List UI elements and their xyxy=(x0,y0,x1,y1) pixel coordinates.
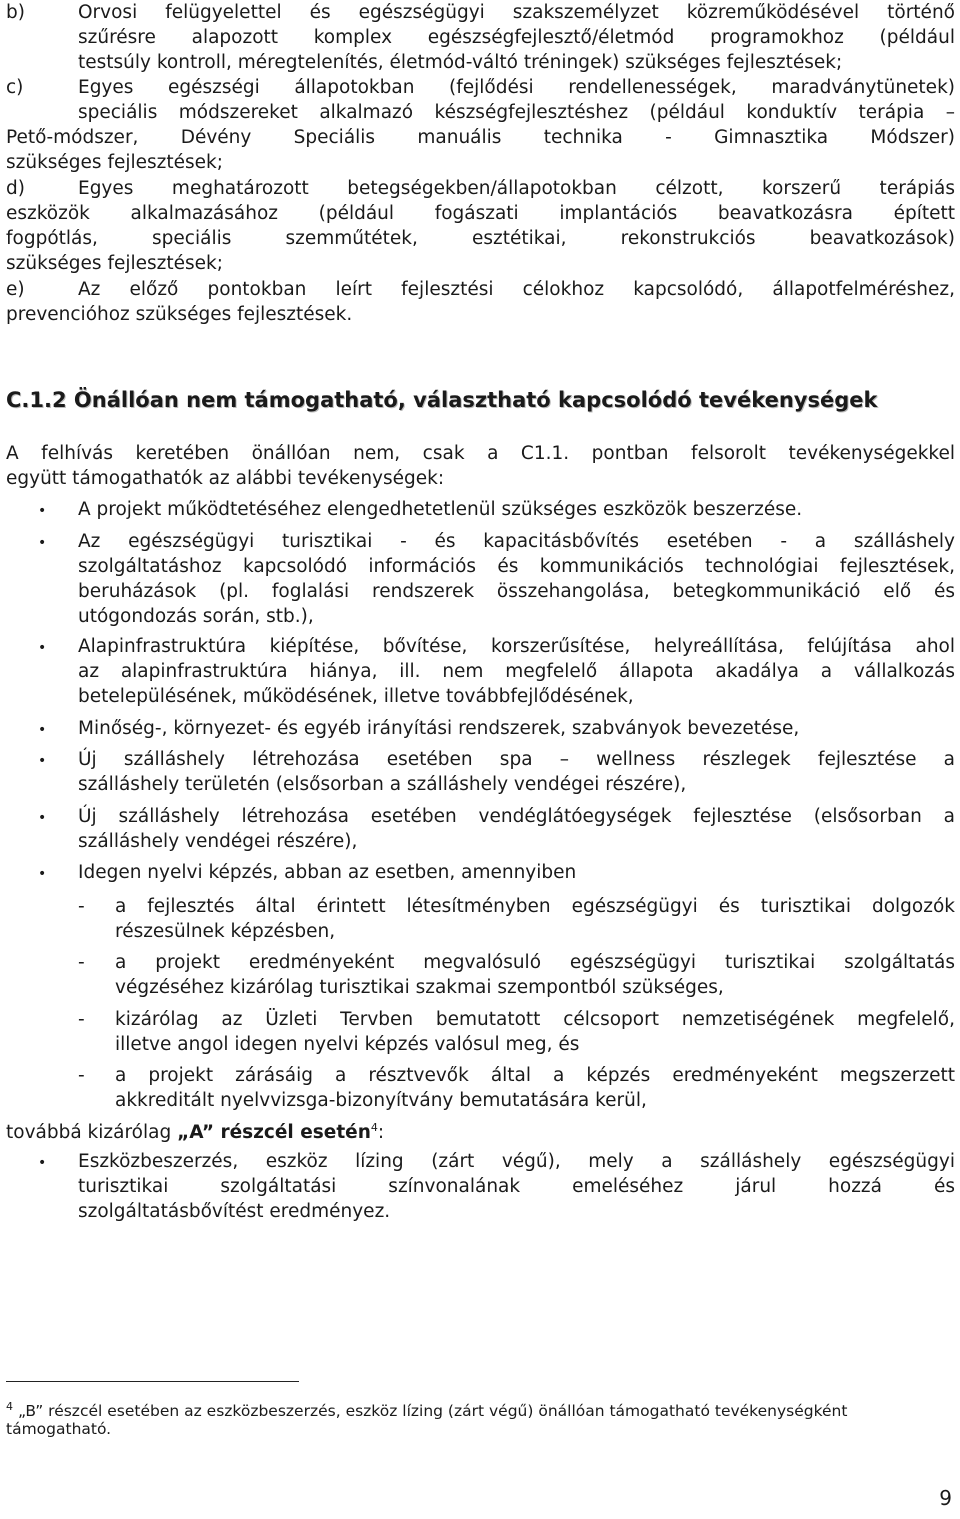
bullet-dot-icon: • xyxy=(38,640,47,656)
footnote-divider xyxy=(6,1381,299,1382)
dash-text-line: akkreditált nyelvvizsga-bizonyítvány bemutatására kerül, xyxy=(115,1090,647,1111)
bullet-dot-icon: • xyxy=(38,503,47,519)
bullet-dot-icon: • xyxy=(38,1155,47,1171)
further-line xyxy=(6,1121,955,1143)
bullet-text-line: Az egészségügyi turisztikai - és kapacitásbővítés esetében - a szálláshely xyxy=(78,531,955,552)
list-label: b) xyxy=(6,2,25,23)
intro-line: A felhívás keretében önállóan nem, csak a C1.1. pontban felsorolt tevékenységekkel xyxy=(6,443,955,464)
list-text-line: Egyes egészségi állapotokban (fejlődési rendellenességek, maradványtünetek) xyxy=(78,77,955,98)
footnote-mark: 4 xyxy=(6,1400,13,1413)
dash-text-line: végzéséhez kizárólag turisztikai szakmai szempontból szükséges, xyxy=(115,977,724,998)
bullet-text-line: szolgáltatásbővítést eredményez. xyxy=(78,1201,391,1222)
dash-mark: - xyxy=(78,896,85,917)
bullet-text-line: szálláshely területén (elsősorban a szálláshely vendégei részére), xyxy=(78,774,687,795)
section-title: C.1.2 Önállóan nem támogatható, választható kapcsolódó tevékenységek xyxy=(6,388,878,412)
bullet-text-line: A projekt működtetéséhez elengedhetetlenül szükséges eszközök beszerzése. xyxy=(78,499,803,520)
footnote-line: támogatható. xyxy=(6,1420,112,1438)
further-prefix: továbbá kizárólag xyxy=(6,1122,178,1144)
intro-line: együtt támogathatók az alábbi tevékenységek: xyxy=(6,468,445,489)
list-text-line: Pető-módszer, Dévény Speciális manuális technika - Gimnasztika Módszer) xyxy=(6,127,955,148)
footnote-text: „B” részcél esetében az eszközbeszerzés, eszköz lízing (zárt végű) önállóan támogatható tevékenységként xyxy=(17,1402,848,1421)
dash-text-line: kizárólag az Üzleti Tervben bemutatott célcsoport nemzetiségének megfelelő, xyxy=(115,1009,955,1030)
bullet-text-line: utógondozás során, stb.), xyxy=(78,606,314,627)
bullet-dot-icon: • xyxy=(38,722,47,738)
list-text-line: Egyes meghatározott betegségekben/állapotokban célzott, korszerű terápiás xyxy=(78,178,955,199)
bullet-text-line: beruházások (pl. foglalási rendszerek összehangolása, betegkommunikáció elő és xyxy=(78,581,955,602)
dash-text-line: a projekt eredményeként megvalósuló egészségügyi turisztikai szolgáltatás xyxy=(115,952,955,973)
bullet-dot-icon: • xyxy=(38,535,47,551)
dash-mark: - xyxy=(78,1065,85,1086)
bullet-dot-icon: • xyxy=(38,866,47,882)
list-text-line: eszközök alkalmazásához (például fogászati implantációs beavatkozásra épített xyxy=(6,203,955,224)
list-label: c) xyxy=(6,77,24,98)
bullet-text-line: Új szálláshely létrehozása esetében spa – wellness részlegek fejlesztése a xyxy=(78,749,955,770)
bullet-dot-icon: • xyxy=(38,753,47,769)
bullet-text-line: betelepülésének, működésének, illetve továbbfejlődésének, xyxy=(78,686,634,707)
footnote-ref: 4 xyxy=(370,1121,378,1134)
further-bold: „A” részcél esetén xyxy=(177,1122,371,1144)
bullet-text-line: szálláshely vendégei részére), xyxy=(78,831,358,852)
dash-mark: - xyxy=(78,1009,85,1030)
list-text-line: szükséges fejlesztések; xyxy=(6,253,223,274)
list-text-line: Az előző pontokban leírt fejlesztési célokhoz kapcsolódó, állapotfelméréshez, xyxy=(78,279,955,300)
dash-text-line: részesülnek képzésben, xyxy=(115,921,336,942)
bullet-text-line: szolgáltatáshoz kapcsolódó információs és kommunikációs technológiai fejlesztések, xyxy=(78,556,955,577)
list-text-line: szükséges fejlesztések; xyxy=(6,152,223,173)
dash-mark: - xyxy=(78,952,85,973)
dash-text-line: a fejlesztés által érintett létesítményben egészségügyi és turisztikai dolgozók xyxy=(115,896,955,917)
dash-text-line: illetve angol idegen nyelvi képzés valósul meg, és xyxy=(115,1034,580,1055)
bullet-text-line: Idegen nyelvi képzés, abban az esetben, amennyiben xyxy=(78,862,577,883)
bullet-dot-icon: • xyxy=(38,810,47,826)
page-number: 9 xyxy=(939,1486,952,1510)
dash-text-line: a projekt zárásáig a résztvevők által a képzés eredményeként megszerzett xyxy=(115,1065,955,1086)
list-text-line: prevencióhoz szükséges fejlesztések. xyxy=(6,304,353,325)
footnote-line xyxy=(6,1400,955,1420)
further-suffix: : xyxy=(377,1122,385,1144)
list-text-line: fogpótlás, speciális szemműtétek, esztétikai, rekonstrukciós beavatkozások) xyxy=(6,228,955,249)
list-text-line: testsúly kontroll, méregtelenítés, életmód-váltó tréningek) szükséges fejlesztések; xyxy=(78,52,843,73)
bullet-text-line: turisztikai szolgáltatási színvonalának emeléséhez járul hozzá és xyxy=(78,1176,955,1197)
bullet-text-line: Új szálláshely létrehozása esetében vendéglátóegységek fejlesztése (elsősorban a xyxy=(78,806,955,827)
list-text-line: Orvosi felügyelettel és egészségügyi szakszemélyzet közreműködésével történő xyxy=(78,2,955,23)
bullet-text-line: Alapinfrastruktúra kiépítése, bővítése, korszerűsítése, helyreállítása, felújítása ahol xyxy=(78,636,955,657)
bullet-text-line: Eszközbeszerzés, eszköz lízing (zárt végű), mely a szálláshely egészségügyi xyxy=(78,1151,955,1172)
list-text-line: speciális módszereket alkalmazó készségfejlesztéshez (például konduktív terápia – xyxy=(78,102,955,123)
bullet-text-line: az alapinfrastruktúra hiánya, ill. nem megfelelő állapota akadálya a vállalkozás xyxy=(78,661,955,682)
bullet-text-line: Minőség-, környezet- és egyéb irányítási rendszerek, szabványok bevezetése, xyxy=(78,718,800,739)
list-text-line: szűrésre alapozott komplex egészségfejlesztő/életmód programokhoz (például xyxy=(78,27,955,48)
list-label: d) xyxy=(6,178,25,199)
list-label: e) xyxy=(6,279,25,300)
